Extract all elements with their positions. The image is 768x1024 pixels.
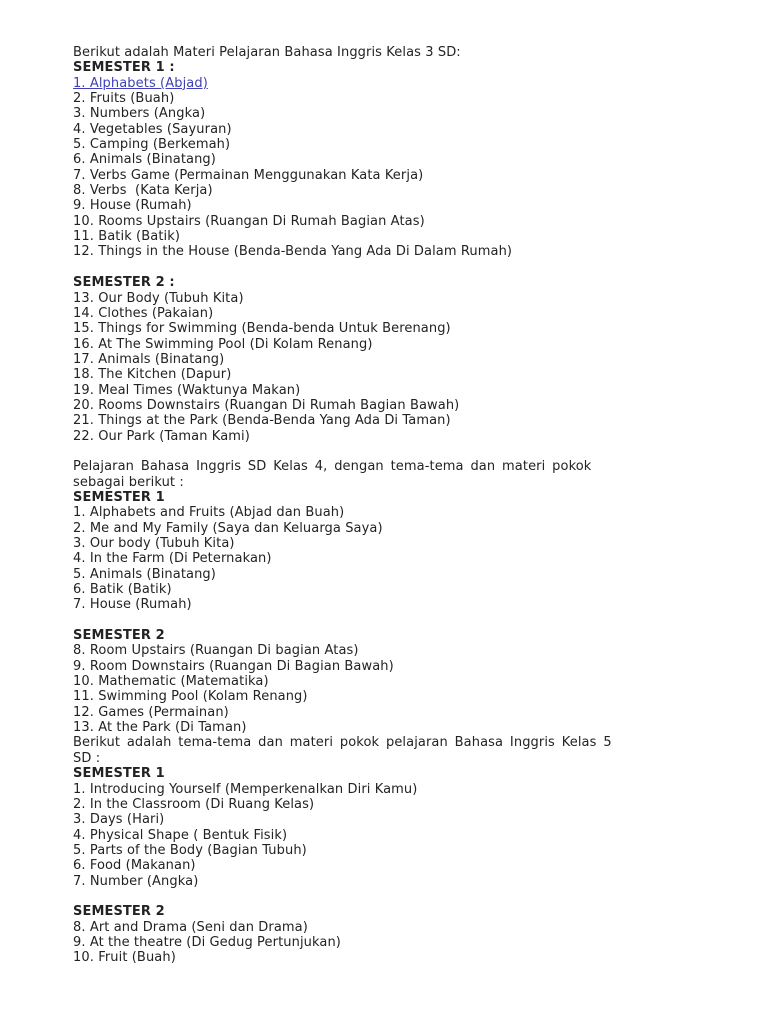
doc-line (73, 613, 710, 628)
doc-line: Berikut adalah tema-tema dan materi pokok pelajaran Bahasa Inggris Kelas 5 (73, 735, 612, 751)
doc-line: 2. Fruits (Buah) (73, 91, 175, 107)
doc-line: 12. Things in the House (Benda-Benda Yang Ada Di Dalam Rumah) (73, 244, 513, 260)
doc-line: 19. Meal Times (Waktunya Makan) (73, 382, 301, 398)
doc-line (73, 444, 710, 459)
section-heading: SEMESTER 1 : (73, 60, 175, 76)
doc-line: 13. Our Body (Tubuh Kita) (73, 290, 244, 306)
doc-line: 3. Our body (Tubuh Kita) (73, 536, 235, 551)
doc-line: 20. Rooms Downstairs (Ruangan Di Rumah Bagian Bawah) (73, 397, 460, 413)
doc-line: 4. Physical Shape ( Bentuk Fisik) (73, 827, 288, 843)
doc-line (73, 260, 710, 275)
doc-line: 4. Vegetables (Sayuran) (73, 121, 232, 137)
doc-line: 1. Alphabets and Fruits (Abjad dan Buah) (73, 505, 345, 521)
doc-line: 4. In the Farm (Di Peternakan) (73, 551, 272, 567)
doc-line: Pelajaran Bahasa Inggris SD Kelas 4, dengan tema-tema dan materi pokok (73, 459, 592, 475)
doc-line: 2. In the Classroom (Di Ruang Kelas) (73, 796, 315, 812)
doc-line: 6. Animals (Binatang) (73, 152, 216, 168)
doc-line: 10. Mathematic (Matematika) (73, 674, 269, 690)
doc-line: 8. Room Upstairs (Ruangan Di bagian Atas) (73, 643, 359, 659)
doc-line: Berikut adalah Materi Pelajaran Bahasa Inggris Kelas 3 SD: (73, 45, 461, 60)
doc-line: 7. Verbs Game (Permainan Menggunakan Kata Kerja) (73, 167, 424, 183)
doc-line: 5. Animals (Binatang) (73, 566, 216, 582)
doc-line: 5. Camping (Berkemah) (73, 137, 231, 153)
section-heading: SEMESTER 1 (73, 489, 165, 505)
doc-line: 10. Fruit (Buah) (73, 950, 176, 966)
doc-line: 11. Swimming Pool (Kolam Renang) (73, 689, 308, 705)
alphabets-link[interactable]: 1. Alphabets (Abjad) (73, 75, 208, 91)
doc-line: 21. Things at the Park (Benda-Benda Yang Ada Di Taman) (73, 413, 451, 429)
doc-line: 7. Number (Angka) (73, 873, 199, 889)
section-heading: SEMESTER 1 (73, 766, 165, 782)
doc-line: 3. Numbers (Angka) (73, 106, 206, 122)
section-heading: SEMESTER 2 (73, 904, 165, 920)
doc-line: 6. Batik (Batik) (73, 582, 172, 598)
doc-line: 5. Parts of the Body (Bagian Tubuh) (73, 842, 307, 858)
doc-line: 22. Our Park (Taman Kami) (73, 428, 250, 444)
doc-line: 7. House (Rumah) (73, 597, 192, 613)
doc-line: 2. Me and My Family (Saya dan Keluarga Saya) (73, 520, 383, 536)
doc-line: 10. Rooms Upstairs (Ruangan Di Rumah Bagian Atas) (73, 213, 425, 229)
doc-line: 9. House (Rumah) (73, 198, 192, 214)
doc-line: 13. At the Park (Di Taman) (73, 720, 247, 736)
section-heading: SEMESTER 2 : (73, 275, 175, 291)
doc-line: 1. Introducing Yourself (Memperkenalkan Diri Kamu) (73, 781, 418, 797)
doc-line: SD : (73, 750, 101, 766)
doc-line: sebagai berikut : (73, 474, 184, 490)
section-heading: SEMESTER 2 (73, 628, 165, 644)
document-body (73, 45, 710, 966)
doc-line: 8. Verbs (Kata Kerja) (73, 183, 213, 199)
doc-line: 6. Food (Makanan) (73, 858, 196, 874)
doc-line: 9. At the theatre (Di Gedug Pertunjukan) (73, 934, 341, 950)
doc-line: 16. At The Swimming Pool (Di Kolam Renang) (73, 336, 373, 352)
doc-line (73, 889, 710, 904)
doc-line: 12. Games (Permainan) (73, 704, 229, 720)
doc-line: 3. Days (Hari) (73, 812, 165, 828)
doc-line: 14. Clothes (Pakaian) (73, 305, 214, 321)
doc-line: 9. Room Downstairs (Ruangan Di Bagian Bawah) (73, 658, 394, 674)
doc-line: 8. Art and Drama (Seni dan Drama) (73, 919, 308, 935)
doc-line: 11. Batik (Batik) (73, 229, 181, 245)
doc-line: 15. Things for Swimming (Benda-benda Untuk Berenang) (73, 321, 451, 337)
doc-line: 18. The Kitchen (Dapur) (73, 367, 232, 383)
doc-line: 17. Animals (Binatang) (73, 351, 225, 367)
